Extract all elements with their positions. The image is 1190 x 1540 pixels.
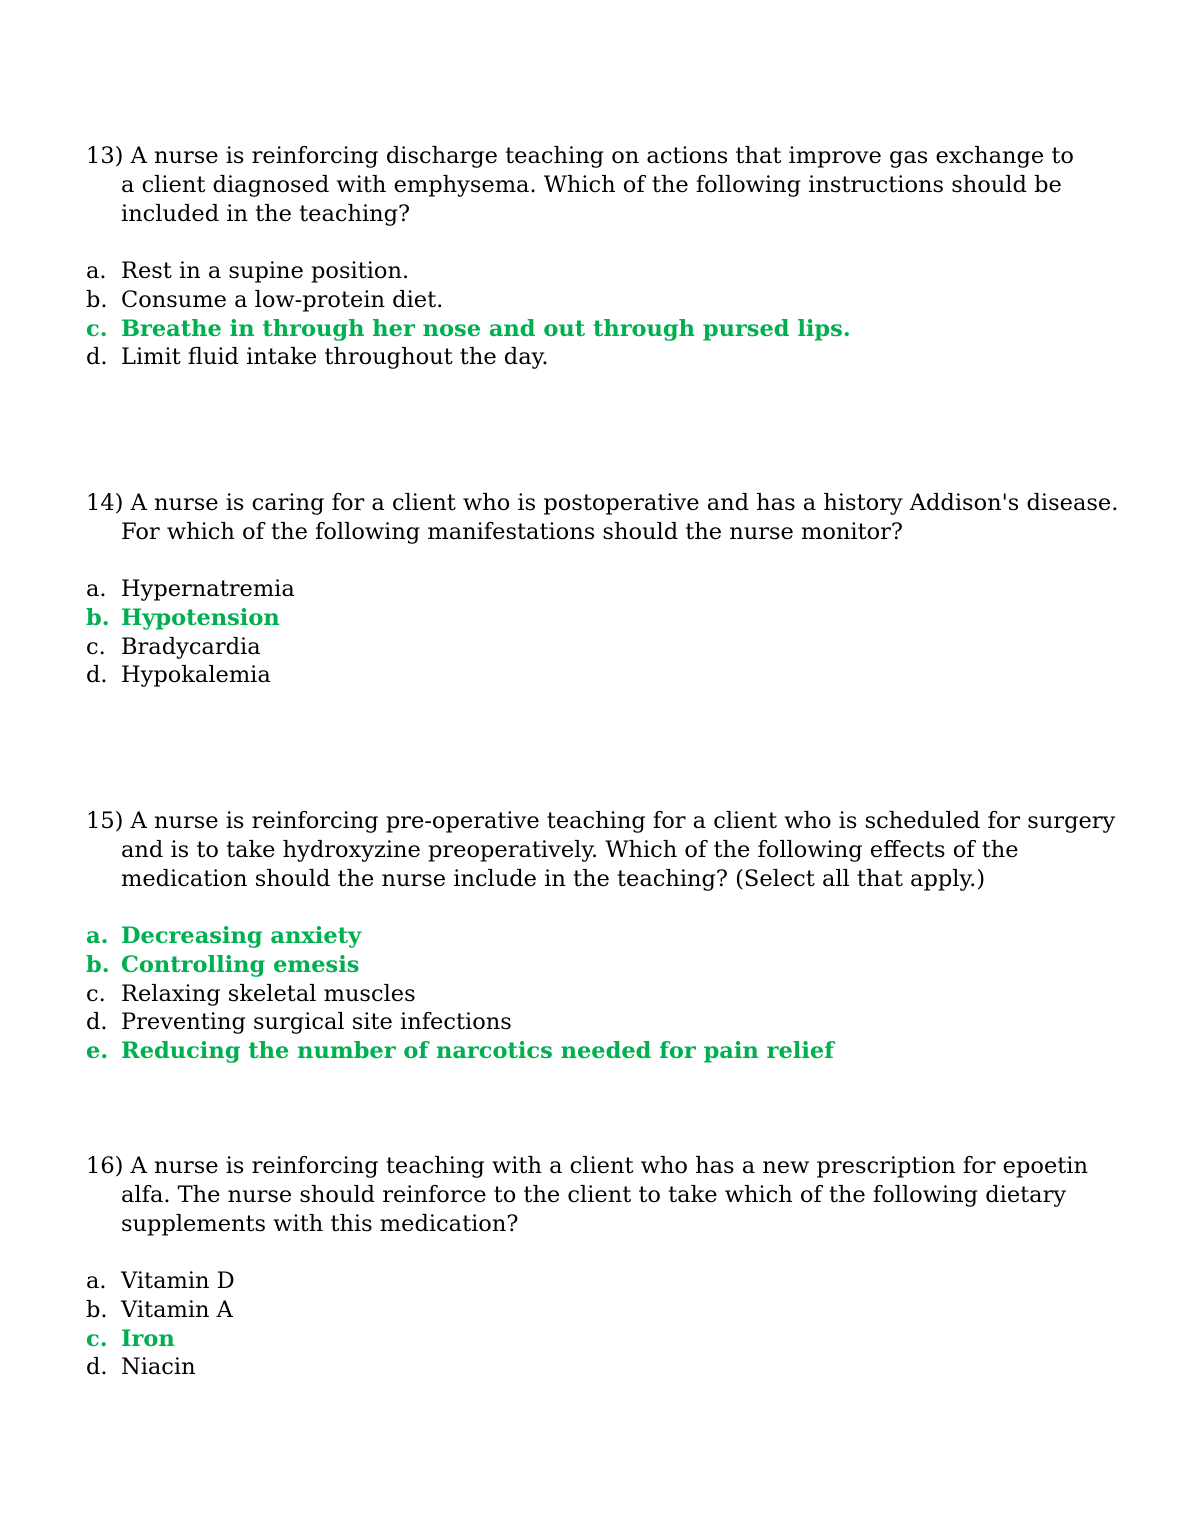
answer-option-correct — [86, 1037, 1116, 1066]
option-letter: c. — [86, 980, 106, 1007]
answer-option — [86, 1008, 1116, 1037]
answer-options — [86, 257, 1076, 372]
answer-option — [86, 661, 1146, 690]
answer-option — [86, 257, 1076, 286]
option-text: Hypokalemia — [121, 662, 271, 689]
option-text: Consume a low-protein diet. — [121, 286, 444, 313]
question-number: 16) — [86, 1153, 124, 1179]
answer-option — [86, 1296, 1126, 1325]
answer-option-correct — [86, 604, 1146, 633]
question-number: 15) — [86, 808, 124, 834]
question-stem — [86, 807, 1116, 894]
answer-option-correct — [86, 951, 1116, 980]
answer-options — [86, 922, 1116, 1066]
answer-option — [86, 980, 1116, 1009]
question-15 — [86, 807, 1116, 1066]
option-text: Limit fluid intake throughout the day. — [121, 344, 549, 371]
question-stem — [86, 1152, 1126, 1239]
option-text: Relaxing skeletal muscles — [121, 980, 416, 1007]
answer-option — [86, 633, 1146, 662]
option-letter: d. — [86, 1009, 108, 1036]
answer-option — [86, 343, 1076, 372]
option-text: Preventing surgical site infections — [121, 1009, 512, 1036]
option-text: Vitamin D — [121, 1268, 235, 1294]
option-letter: a. — [86, 1268, 107, 1294]
question-13 — [86, 142, 1076, 372]
answer-option — [86, 1267, 1126, 1296]
option-text: Niacin — [121, 1354, 196, 1381]
option-letter: c. — [86, 1325, 108, 1352]
option-letter: a. — [86, 576, 107, 602]
answer-option-correct — [86, 922, 1116, 951]
answer-option — [86, 286, 1076, 315]
option-letter: b. — [86, 1296, 108, 1323]
option-letter: c. — [86, 315, 108, 342]
option-text: Reducing the number of narcotics needed for pain relief — [121, 1038, 834, 1065]
option-letter: d. — [86, 1354, 108, 1381]
question-text: A nurse is reinforcing pre-operative teaching for a client who is scheduled for surgery and is to take hydroxyzine preoperatively. Which of the following effects of the medication should the nurse include in the teaching? (Select all that apply.) — [121, 808, 1116, 892]
question-16 — [86, 1152, 1126, 1382]
option-letter: b. — [86, 286, 108, 313]
answer-option-correct — [86, 1325, 1126, 1354]
option-text: Vitamin A — [121, 1296, 233, 1323]
option-text: Hypernatremia — [121, 576, 295, 602]
option-letter: c. — [86, 633, 106, 660]
option-text: Controlling emesis — [121, 951, 360, 978]
answer-options — [86, 1267, 1126, 1382]
option-letter: b. — [86, 951, 110, 978]
question-14 — [86, 489, 1146, 690]
option-letter: d. — [86, 344, 108, 371]
question-text: A nurse is reinforcing discharge teaching on actions that improve gas exchange to a client diagnosed with emphysema. Which of the following instructions should be included in the teaching? — [121, 143, 1074, 227]
option-letter: a. — [86, 923, 109, 949]
option-text: Bradycardia — [121, 633, 261, 660]
question-text: A nurse is caring for a client who is postoperative and has a history Addison's disease. For which of the following manifestations should the nurse monitor? — [121, 490, 1119, 545]
option-text: Hypotension — [121, 604, 280, 631]
option-text: Breathe in through her nose and out through pursed lips. — [121, 315, 851, 342]
option-letter: d. — [86, 662, 108, 689]
option-text: Rest in a supine position. — [121, 258, 410, 284]
answer-options — [86, 575, 1146, 690]
option-letter: a. — [86, 258, 107, 284]
question-stem — [86, 142, 1076, 229]
question-number: 13) — [86, 143, 124, 169]
answer-option — [86, 1353, 1126, 1382]
question-text: A nurse is reinforcing teaching with a client who has a new prescription for epoetin alfa. The nurse should reinforce to the client to take which of the following dietary supplements with this medication? — [121, 1153, 1088, 1237]
option-text: Decreasing anxiety — [121, 923, 362, 949]
question-number: 14) — [86, 490, 124, 516]
option-text: Iron — [121, 1325, 175, 1352]
option-letter: e. — [86, 1038, 109, 1065]
answer-option-correct — [86, 315, 1076, 344]
option-letter: b. — [86, 604, 110, 631]
question-stem — [86, 489, 1146, 547]
answer-option — [86, 575, 1146, 604]
